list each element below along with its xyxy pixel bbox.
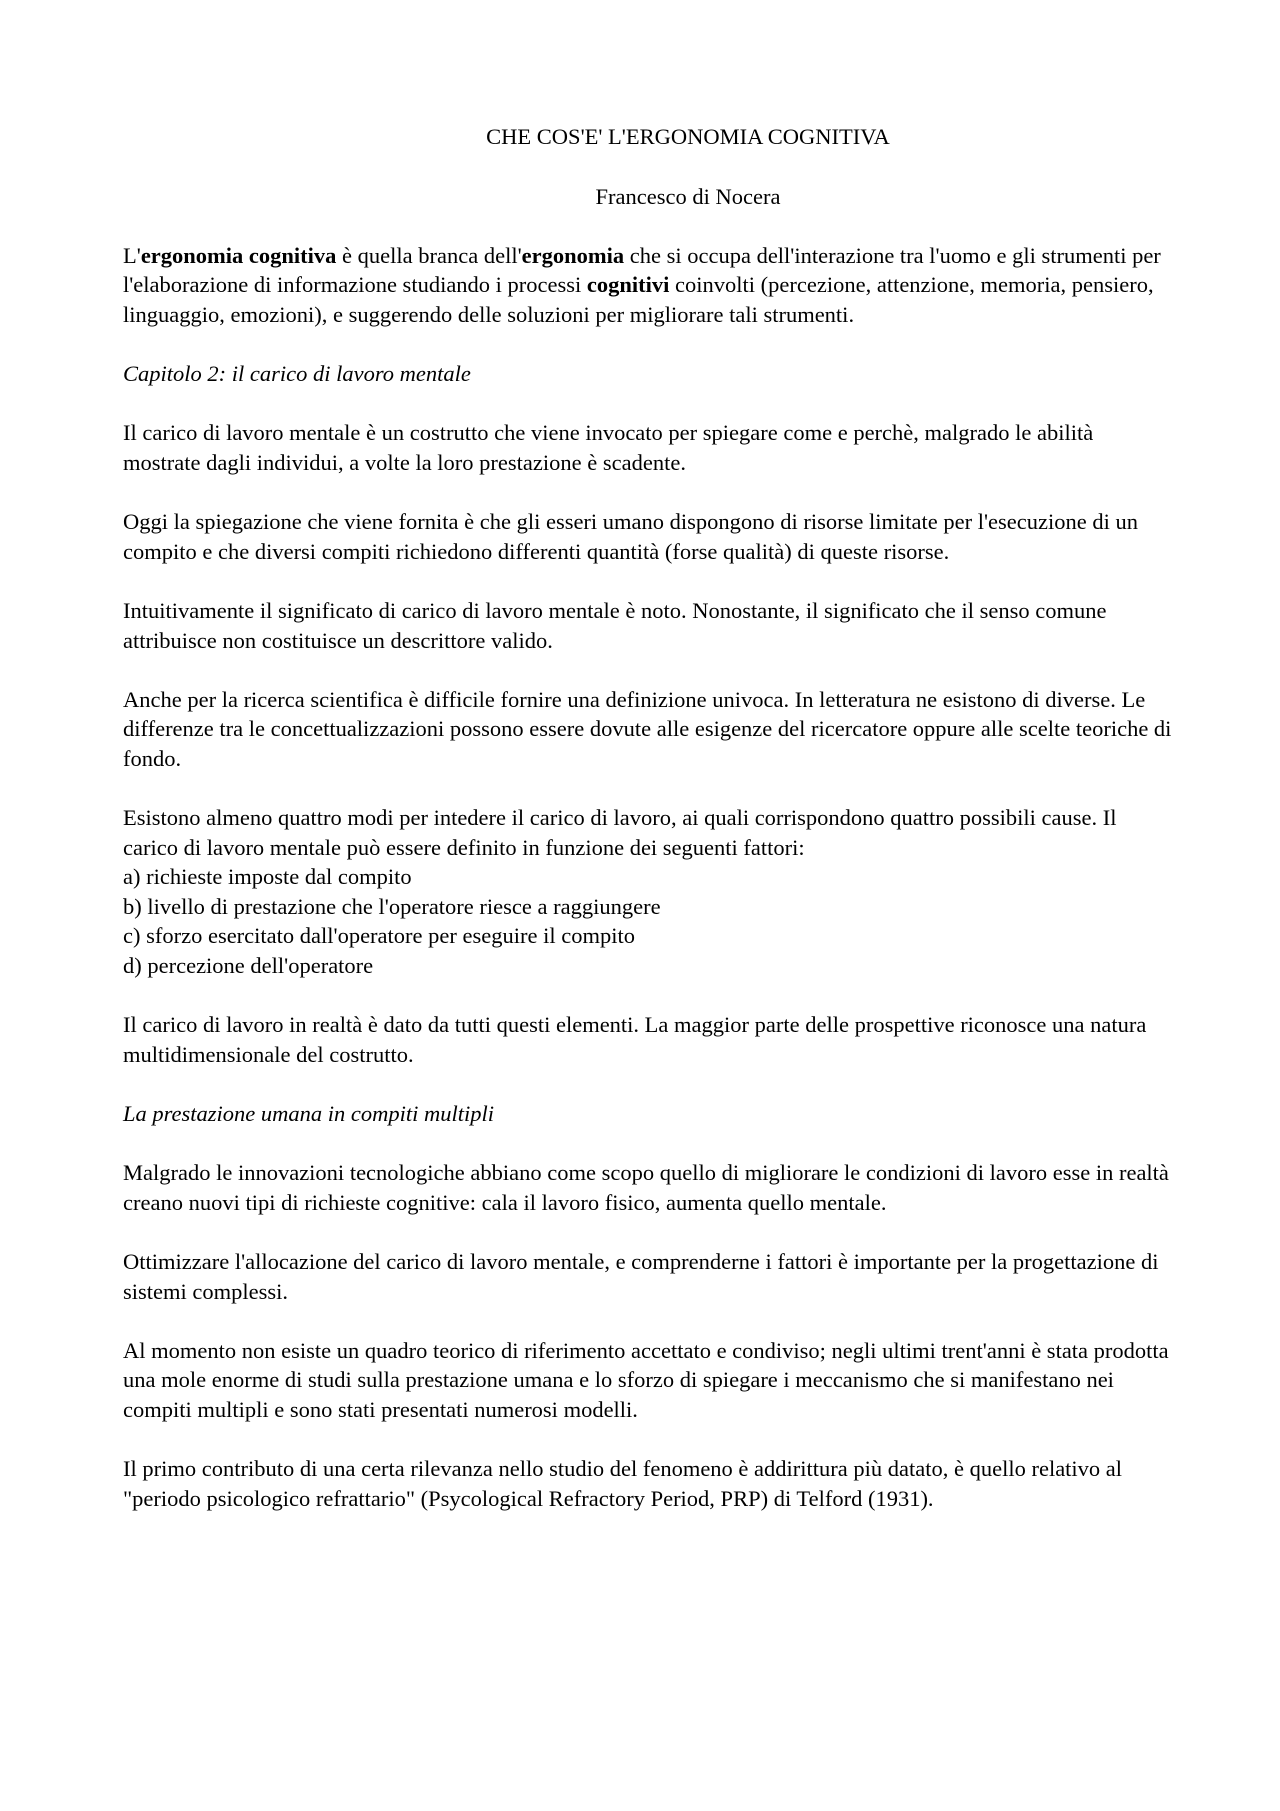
section-heading: La prestazione umana in compiti multipli: [123, 1101, 495, 1126]
list-item: d) percezione dell'operatore: [123, 953, 374, 979]
paragraph-10: Il primo contributo di una certa rilevanza nello studio del fenomeno è addirittura più datato, è quello relativo al "periodo psicologico refrattario" (Psycological Refractory Period, PRP) di Telford (1931).: [123, 1456, 1123, 1511]
factor-list: [123, 862, 1173, 980]
paragraph-1: Il carico di lavoro mentale è un costrutto che viene invocato per spiegare come e perchè, malgrado le abilità mostrate dagli individui, a volte la loro prestazione è scadente.: [123, 420, 1094, 475]
list-item: c) sforzo esercitato dall'operatore per eseguire il compito: [123, 923, 635, 949]
paragraph-8: Ottimizzare l'allocazione del carico di lavoro mentale, e comprenderne i fattori è importante per la progettazione di sistemi complessi.: [123, 1248, 1159, 1304]
chapter-heading: Capitolo 2: il carico di lavoro mentale: [123, 361, 471, 387]
paragraph-2: Oggi la spiegazione che viene fornita è che gli esseri umano dispongono di risorse limitate per l'esecuzione di un compito e che diversi compiti richiedono differenti quantità (forse qualità) di queste risorse.: [123, 509, 1138, 564]
intro-bold-1: ergonomia cognitiva: [140, 242, 337, 268]
paragraph-5: Esistono almeno quattro modi per intedere il carico di lavoro, ai quali corrispondono quattro possibili cause. Il carico di lavoro mentale può essere definito in funzione dei seguenti fattori:: [123, 805, 1117, 860]
intro-paragraph: [123, 241, 1173, 330]
document-page: [123, 122, 1173, 1513]
author-name: Francesco di Nocera: [595, 183, 781, 209]
intro-text-4: coinvolti (percezione, attenzione, memoria, pensiero, linguaggio, emozioni), e suggerendo delle soluzioni per migliorare tali strumenti.: [123, 272, 1154, 327]
list-item: b) livello di prestazione che l'operatore riesce a raggiungere: [123, 893, 661, 919]
intro-bold-2: ergonomia: [521, 242, 625, 268]
intro-bold-3: cognitivi: [586, 272, 670, 298]
list-item: a) richieste imposte dal compito: [123, 864, 412, 890]
intro-text-1: L': [123, 242, 141, 268]
paragraph-9: Al momento non esiste un quadro teorico di riferimento accettato e condiviso; negli ultimi trent'anni è stata prodotta una mole enorme di studi sulla prestazione umana e lo sforzo di spiegare i meccanismo che si manifestano nei compiti multipli e sono stati presentati numerosi modelli.: [123, 1337, 1169, 1422]
paragraph-7: Malgrado le innovazioni tecnologiche abbiano come scopo quello di migliorare le condizioni di lavoro esse in realtà creano nuovi tipi di richieste cognitive: cala il lavoro fisico, aumenta quello mentale.: [123, 1160, 1169, 1215]
document-title: CHE COS'E' L'ERGONOMIA COGNITIVA: [486, 124, 890, 149]
paragraph-3: Intuitivamente il significato di carico di lavoro mentale è noto. Nonostante, il significato che il senso comune attribuisce non costituisce un descrittore valido.: [123, 597, 1107, 653]
paragraph-4: Anche per la ricerca scientifica è difficile fornire una definizione univoca. In letteratura ne esistono di diverse. Le differenze tra le concettualizzazioni possono essere dovute alle esigenze del ricercatore oppure alle scelte teoriche di fondo.: [123, 686, 1172, 771]
intro-text-3: che si occupa dell'interazione tra l'uomo e gli strumenti per l'elaborazione di informazione studiando i processi: [123, 242, 1161, 298]
intro-text-2: è quella branca dell': [336, 242, 522, 268]
paragraph-6: Il carico di lavoro in realtà è dato da tutti questi elementi. La maggior parte delle prospettive riconosce una natura multidimensionale del costrutto.: [123, 1012, 1147, 1067]
